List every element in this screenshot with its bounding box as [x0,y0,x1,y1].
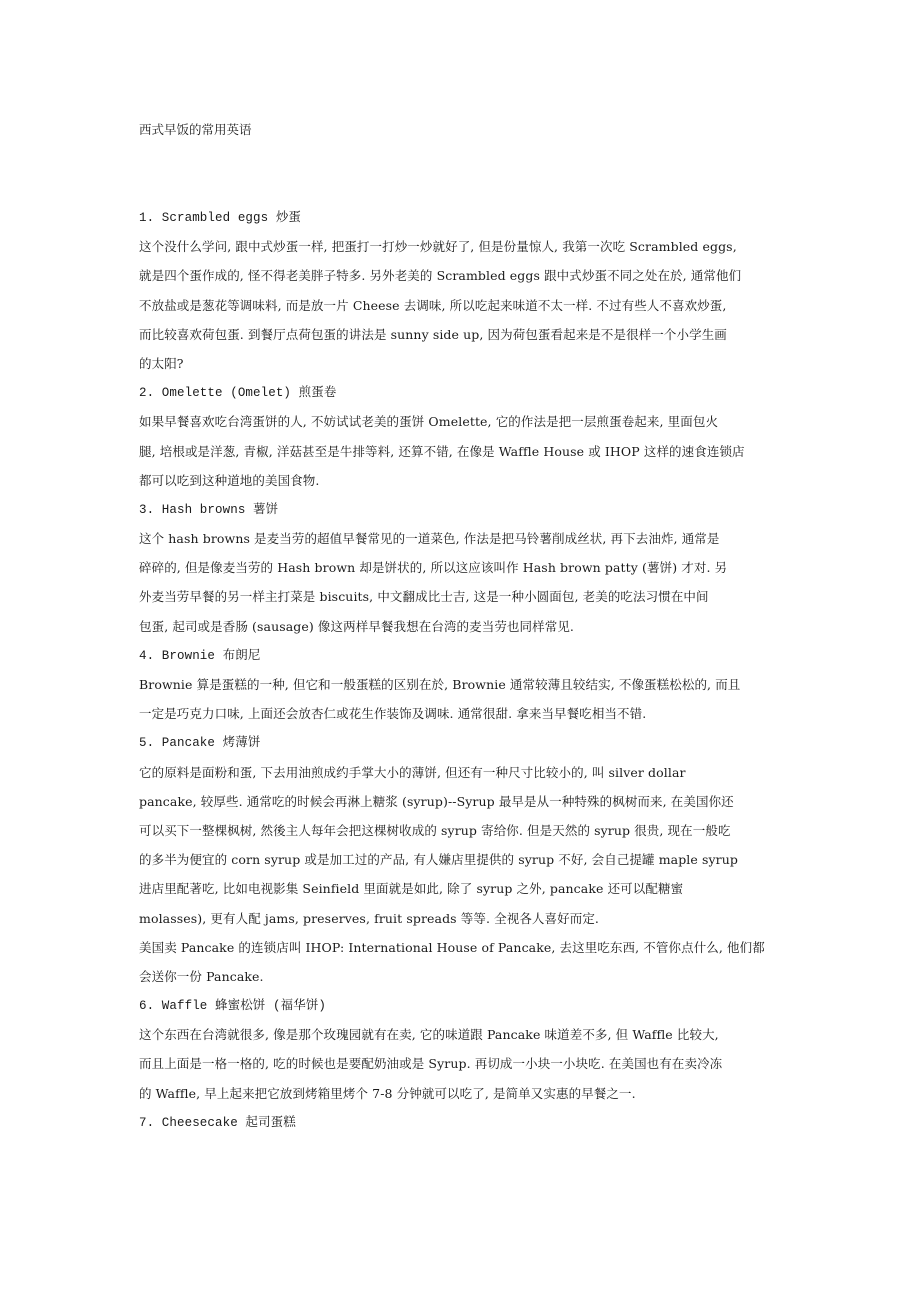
paragraph-line: 腿, 培根或是洋葱, 青椒, 洋菇甚至是牛排等料, 还算不错, 在像是 Waffle House 或 IHOP 这样的速食连锁店 [139,443,745,459]
paragraph-line: 一定是巧克力口味, 上面还会放杏仁或花生作装饰及调味. 通常很甜. 拿来当早餐吃相当不错. [139,706,647,722]
paragraph-line: 这个 hash browns 是麦当劳的超值早餐常见的一道菜色, 作法是把马铃薯削成丝状, 再下去油炸, 通常是 [139,531,720,547]
paragraph-line: 的多半为便宜的 corn syrup 或是加工过的产品, 有人嫌店里提供的 syrup 不好, 会自己提罐 maple syrup [139,852,738,868]
paragraph-line: 都可以吃到这种道地的美国食物. [139,472,320,488]
paragraph-line: 碎碎的, 但是像麦当劳的 Hash brown 却是饼状的, 所以这应该叫作 Hash brown patty (薯饼) 才对. 另 [139,560,728,576]
paragraph-line: 就是四个蛋作成的, 怪不得老美胖子特多. 另外老美的 Scrambled eggs 跟中式炒蛋不同之处在於, 通常他们 [139,268,742,284]
section-heading-pancake: 5. Pancake 烤薄饼 [139,736,261,751]
section-heading-waffle: 6. Waffle 蜂蜜松饼 (福华饼) [139,999,327,1014]
paragraph-line: 如果早餐喜欢吃台湾蛋饼的人, 不妨试试老美的蛋饼 Omelette, 它的作法是把一层煎蛋卷起来, 里面包火 [139,414,719,430]
paragraph-line: 而且上面是一格一格的, 吃的时候也是要配奶油或是 Syrup. 再切成一小块一小块吃. 在美国也有在卖冷冻 [139,1056,723,1072]
document-title: 西式早饭的常用英语 [139,122,252,137]
section-heading-brownie: 4. Brownie 布朗尼 [139,648,261,663]
section-heading-omelette: 2. Omelette (Omelet) 煎蛋卷 [139,386,337,401]
paragraph-line: 这个东西在台湾就很多, 像是那个玫瑰园就有在卖, 它的味道跟 Pancake 味道差不多, 但 Waffle 比较大, [139,1027,719,1043]
paragraph-line: 外麦当劳早餐的另一样主打菜是 biscuits, 中文翻成比士吉, 这是一种小圆面包, 老美的吃法习惯在中间 [139,589,709,605]
paragraph-line: Brownie 算是蛋糕的一种, 但它和一般蛋糕的区别在於, Brownie 通常较薄且较结实, 不像蛋糕松松的, 而且 [139,677,741,692]
paragraph-line: 它的原料是面粉和蛋, 下去用油煎成约手掌大小的薄饼, 但还有一种尺寸比较小的, 叫 silver dollar [139,764,686,780]
paragraph-line: molasses), 更有人配 jams, preserves, fruit spreads 等等. 全视各人喜好而定. [139,910,599,926]
paragraph-line: pancake, 较厚些. 通常吃的时候会再淋上糖浆 (syrup)--Syrup 最早是从一种特殊的枫树而来, 在美国你还 [139,793,734,809]
paragraph-line: 包蛋, 起司或是香肠 (sausage) 像这两样早餐我想在台湾的麦当劳也同样常见. [139,618,575,634]
paragraph-line: 进店里配著吃, 比如电视影集 Seinfield 里面就是如此, 除了 syrup 之外, pancake 还可以配糖蜜 [139,881,684,897]
paragraph-line: 会送你一份 Pancake. [139,968,264,984]
section-heading-hash-browns: 3. Hash browns 薯饼 [139,502,279,517]
section-heading-scrambled-eggs: 1. Scrambled eggs 炒蛋 [139,211,302,225]
paragraph-line: 美国卖 Pancake 的连锁店叫 IHOP: International House of Pancake, 去这里吃东西, 不管你点什么, 他们都 [139,939,765,955]
paragraph-line: 的太阳? [139,355,184,371]
paragraph-line: 可以买下一整棵枫树, 然後主人每年会把这棵树收成的 syrup 寄给你. 但是天然的 syrup 很贵, 现在一般吃 [139,822,731,838]
paragraph-line: 这个没什么学问, 跟中式炒蛋一样, 把蛋打一打炒一炒就好了, 但是份量惊人, 我第一次吃 Scrambled eggs, [139,239,737,255]
section-heading-cheesecake: 7. Cheesecake 起司蛋糕 [139,1115,296,1130]
document-body [139,208,799,1142]
paragraph-line: 不放盐或是葱花等调味料, 而是放一片 Cheese 去调味, 所以吃起来味道不太一样. 不过有些人不喜欢炒蛋, [139,297,727,313]
paragraph-line: 而比较喜欢荷包蛋. 到餐厅点荷包蛋的讲法是 sunny side up, 因为荷包蛋看起来是不是很样一个小学生画 [139,326,727,342]
paragraph-line: 的 Waffle, 早上起来把它放到烤箱里烤个 7-8 分钟就可以吃了, 是简单又实惠的早餐之一. [139,1085,636,1101]
